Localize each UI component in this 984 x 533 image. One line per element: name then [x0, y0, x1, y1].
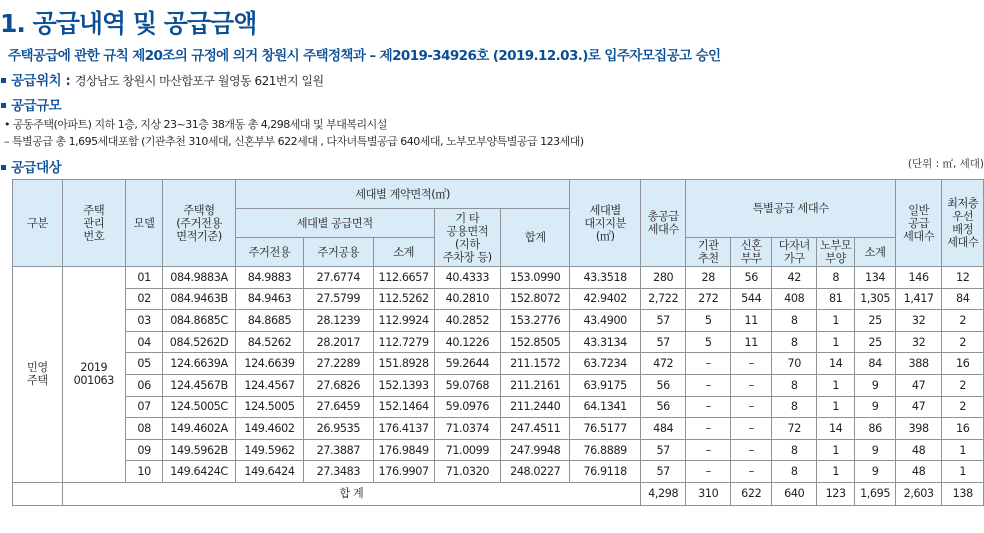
table-cell: 76.9118	[570, 461, 640, 483]
group-label-cell: 민영 주택	[13, 267, 63, 483]
table-cell: 211.2161	[501, 374, 570, 396]
table-cell: 112.9924	[373, 310, 434, 332]
header-contract-area: 세대별 계약면적(㎡)	[235, 180, 570, 209]
table-cell: 2	[942, 331, 984, 353]
header-etc-common: 기 타 공용면적 (지하 주차장 등)	[434, 209, 500, 267]
table-cell: 07	[125, 396, 162, 418]
table-cell: 247.4511	[501, 418, 570, 440]
manage-number-cell: 2019 001063	[62, 267, 125, 483]
table-cell: 14	[817, 418, 855, 440]
table-cell: 25	[855, 310, 895, 332]
table-cell: 149.6424	[235, 461, 303, 483]
table-row	[13, 288, 984, 310]
page-title: 1. 공급내역 및 공급금액	[0, 9, 257, 38]
table-cell: 28.1239	[304, 310, 373, 332]
table-cell: 149.6424C	[163, 461, 236, 483]
table-cell: 01	[125, 267, 162, 289]
table-cell: 84	[855, 353, 895, 375]
table-cell: 124.5005	[235, 396, 303, 418]
table-cell: 72	[772, 418, 817, 440]
table-cell: 43.3518	[570, 267, 640, 289]
table-cell: 8	[772, 461, 817, 483]
total-cell: 622	[731, 482, 772, 505]
header-area-total: 합계	[501, 209, 570, 267]
total-row-spacer	[13, 482, 63, 505]
table-cell: 70	[772, 353, 817, 375]
table-cell: 56	[640, 396, 686, 418]
scale-heading: 공급규모	[0, 94, 61, 114]
table-cell: 71.0320	[434, 461, 500, 483]
table-cell: 32	[895, 331, 942, 353]
table-cell: 1	[817, 331, 855, 353]
table-footer	[13, 482, 984, 505]
table-cell: 152.8505	[501, 331, 570, 353]
table-cell: 146	[895, 267, 942, 289]
table-cell: 9	[855, 439, 895, 461]
header-type: 주택형 (주거전용 면적기준)	[163, 180, 236, 267]
table-cell: 27.5799	[304, 288, 373, 310]
table-cell: 27.2289	[304, 353, 373, 375]
table-cell: 248.0227	[501, 461, 570, 483]
total-row-label: 합 계	[62, 482, 640, 505]
header-land-share: 세대별 대지지분 (㎡)	[570, 180, 640, 267]
table-cell: 5	[686, 310, 731, 332]
table-cell: 56	[731, 267, 772, 289]
table-cell: 57	[640, 310, 686, 332]
table-cell: 1	[817, 439, 855, 461]
table-cell: 544	[731, 288, 772, 310]
table-cell: –	[731, 439, 772, 461]
table-cell: 14	[817, 353, 855, 375]
target-heading: 공급대상	[0, 156, 61, 176]
table-cell: 42.9402	[570, 288, 640, 310]
table-cell: 8	[817, 267, 855, 289]
header-common: 주거공용	[304, 238, 373, 267]
table-cell: 81	[817, 288, 855, 310]
table-cell: 76.5177	[570, 418, 640, 440]
table-cell: 59.0768	[434, 374, 500, 396]
table-cell: 16	[942, 418, 984, 440]
table-cell: 152.1464	[373, 396, 434, 418]
unit-note: (단위 : ㎡, 세대)	[907, 158, 984, 170]
table-cell: 112.6657	[373, 267, 434, 289]
table-body	[13, 267, 984, 483]
table-cell: 42	[772, 267, 817, 289]
header-elderly: 노부모 부양	[817, 238, 855, 267]
total-cell: 310	[686, 482, 731, 505]
approval-subtitle: 주택공급에 관한 규칙 제20조의 규정에 의거 창원시 주택정책과 – 제2019-34926호 (2019.12.03.)로 입주자모집공고 승인	[8, 48, 721, 64]
table-cell: 151.8928	[373, 353, 434, 375]
location-heading: 공급위치 :	[0, 73, 70, 89]
table-cell: 27.6826	[304, 374, 373, 396]
table-cell: 152.8072	[501, 288, 570, 310]
table-cell: 27.3887	[304, 439, 373, 461]
table-cell: 149.4602A	[163, 418, 236, 440]
table-cell: 11	[731, 310, 772, 332]
table-cell: 9	[855, 461, 895, 483]
table-cell: 84.9883	[235, 267, 303, 289]
header-special-subtotal: 소계	[855, 238, 895, 267]
table-cell: 26.9535	[304, 418, 373, 440]
table-cell: 84.9463	[235, 288, 303, 310]
table-cell: 57	[640, 331, 686, 353]
table-cell: 63.7234	[570, 353, 640, 375]
table-cell: 1	[817, 310, 855, 332]
table-cell: 5	[686, 331, 731, 353]
table-cell: 2,722	[640, 288, 686, 310]
bullet-icon	[1, 78, 6, 83]
table-cell: 112.7279	[373, 331, 434, 353]
table-cell: 48	[895, 439, 942, 461]
table-cell: 27.6774	[304, 267, 373, 289]
table-row	[13, 353, 984, 375]
table-cell: 084.8685C	[163, 310, 236, 332]
table-cell: 40.2810	[434, 288, 500, 310]
total-cell: 4,298	[640, 482, 686, 505]
table-cell: –	[686, 396, 731, 418]
header-model: 모델	[125, 180, 162, 267]
total-cell: 123	[817, 482, 855, 505]
table-cell: 153.0990	[501, 267, 570, 289]
table-cell: 48	[895, 461, 942, 483]
header-manage-no: 주택 관리 번호	[62, 180, 125, 267]
location-line	[0, 69, 324, 89]
header-inst: 기관 추천	[686, 238, 731, 267]
table-cell: 247.9948	[501, 439, 570, 461]
table-row	[13, 461, 984, 483]
header-total-units: 총공급 세대수	[640, 180, 686, 267]
table-cell: 176.9907	[373, 461, 434, 483]
table-cell: 8	[772, 439, 817, 461]
table-cell: 484	[640, 418, 686, 440]
table-header	[13, 180, 984, 267]
table-cell: 2	[942, 374, 984, 396]
table-cell: 16	[942, 353, 984, 375]
table-cell: –	[686, 439, 731, 461]
table-cell: 40.2852	[434, 310, 500, 332]
table-cell: 11	[731, 331, 772, 353]
bullet-icon	[1, 165, 6, 170]
table-cell: 03	[125, 310, 162, 332]
table-cell: –	[731, 396, 772, 418]
table-row	[13, 331, 984, 353]
table-cell: 2	[942, 310, 984, 332]
table-cell: 43.4900	[570, 310, 640, 332]
location-value: 경상남도 창원시 마산합포구 월영동 621번지 일원	[74, 74, 324, 88]
table-row	[13, 418, 984, 440]
table-cell: 12	[942, 267, 984, 289]
header-gubun: 구분	[13, 180, 63, 267]
header-subtotal: 소계	[373, 238, 434, 267]
table-cell: –	[686, 353, 731, 375]
table-cell: 112.5262	[373, 288, 434, 310]
table-cell: 176.4137	[373, 418, 434, 440]
table-cell: 149.4602	[235, 418, 303, 440]
table-cell: 76.8889	[570, 439, 640, 461]
table-cell: 32	[895, 310, 942, 332]
table-cell: 176.9849	[373, 439, 434, 461]
table-cell: 64.1341	[570, 396, 640, 418]
table-cell: 1	[817, 461, 855, 483]
table-cell: 27.3483	[304, 461, 373, 483]
table-cell: –	[731, 353, 772, 375]
header-multichild: 다자녀 가구	[772, 238, 817, 267]
table-cell: –	[731, 418, 772, 440]
table-cell: 43.3134	[570, 331, 640, 353]
table-cell: 124.6639A	[163, 353, 236, 375]
table-cell: 47	[895, 374, 942, 396]
table-cell: 28.2017	[304, 331, 373, 353]
table-cell: 084.9463B	[163, 288, 236, 310]
header-exclusive: 주거전용	[235, 238, 303, 267]
table-cell: 124.6639	[235, 353, 303, 375]
table-cell: 71.0374	[434, 418, 500, 440]
supply-table	[12, 179, 984, 506]
table-cell: 05	[125, 353, 162, 375]
table-row	[13, 396, 984, 418]
table-cell: 1,417	[895, 288, 942, 310]
table-cell: 02	[125, 288, 162, 310]
table-cell: 09	[125, 439, 162, 461]
table-cell: 8	[772, 396, 817, 418]
table-cell: 149.5962	[235, 439, 303, 461]
table-cell: 211.2440	[501, 396, 570, 418]
table-cell: –	[731, 461, 772, 483]
total-cell: 1,695	[855, 482, 895, 505]
table-cell: 152.1393	[373, 374, 434, 396]
table-cell: 71.0099	[434, 439, 500, 461]
table-cell: 1,305	[855, 288, 895, 310]
table-cell: 084.5262D	[163, 331, 236, 353]
table-cell: 47	[895, 396, 942, 418]
table-cell: 40.1226	[434, 331, 500, 353]
table-cell: 2	[942, 396, 984, 418]
table-cell: 408	[772, 288, 817, 310]
table-cell: 084.9883A	[163, 267, 236, 289]
scale-line-1: • 공동주택(아파트) 지하 1층, 지상 23~31층 38개동 총 4,298세대 및 부대복리시설	[4, 118, 387, 131]
table-cell: 40.4333	[434, 267, 500, 289]
table-cell: 398	[895, 418, 942, 440]
header-lowest-floor: 최저층 우선 배정 세대수	[942, 180, 984, 267]
table-cell: 149.5962B	[163, 439, 236, 461]
table-cell: 27.6459	[304, 396, 373, 418]
table-cell: 153.2776	[501, 310, 570, 332]
table-cell: 272	[686, 288, 731, 310]
table-cell: 1	[942, 461, 984, 483]
header-general: 일반 공급 세대수	[895, 180, 942, 267]
table-cell: 8	[772, 310, 817, 332]
table-cell: 8	[772, 331, 817, 353]
table-cell: 25	[855, 331, 895, 353]
table-cell: 63.9175	[570, 374, 640, 396]
total-cell: 640	[772, 482, 817, 505]
table-cell: 124.4567	[235, 374, 303, 396]
scale-line-2: – 특별공급 총 1,695세대포함 (기관추천 310세대, 신혼부부 622세대 , 다자녀특별공급 640세대, 노부모부양특별공급 123세대)	[4, 135, 584, 148]
table-cell: 84.8685	[235, 310, 303, 332]
table-cell: 472	[640, 353, 686, 375]
table-cell: 86	[855, 418, 895, 440]
table-cell: 84	[942, 288, 984, 310]
table-cell: 28	[686, 267, 731, 289]
table-row	[13, 374, 984, 396]
table-cell: 04	[125, 331, 162, 353]
table-cell: –	[686, 461, 731, 483]
header-special: 특별공급 세대수	[686, 180, 895, 238]
table-cell: 56	[640, 374, 686, 396]
table-cell: 9	[855, 396, 895, 418]
total-cell: 138	[942, 482, 984, 505]
table-cell: –	[686, 418, 731, 440]
table-cell: 84.5262	[235, 331, 303, 353]
table-cell: 134	[855, 267, 895, 289]
table-cell: –	[686, 374, 731, 396]
table-cell: 1	[817, 374, 855, 396]
table-cell: 388	[895, 353, 942, 375]
table-cell: 8	[772, 374, 817, 396]
table-cell: 9	[855, 374, 895, 396]
table-row	[13, 267, 984, 289]
table-cell: 124.5005C	[163, 396, 236, 418]
table-cell: 08	[125, 418, 162, 440]
table-cell: 06	[125, 374, 162, 396]
table-cell: 57	[640, 461, 686, 483]
table-cell: –	[731, 374, 772, 396]
table-row	[13, 439, 984, 461]
table-cell: 124.4567B	[163, 374, 236, 396]
header-supply-area: 세대별 공급면적	[235, 209, 434, 238]
bullet-icon	[1, 103, 6, 108]
table-row	[13, 310, 984, 332]
table-cell: 57	[640, 439, 686, 461]
total-cell: 2,603	[895, 482, 942, 505]
table-cell: 59.0976	[434, 396, 500, 418]
table-cell: 1	[942, 439, 984, 461]
table-cell: 211.1572	[501, 353, 570, 375]
table-cell: 280	[640, 267, 686, 289]
table-cell: 10	[125, 461, 162, 483]
table-cell: 59.2644	[434, 353, 500, 375]
header-newlywed: 신혼 부부	[731, 238, 772, 267]
table-cell: 1	[817, 396, 855, 418]
